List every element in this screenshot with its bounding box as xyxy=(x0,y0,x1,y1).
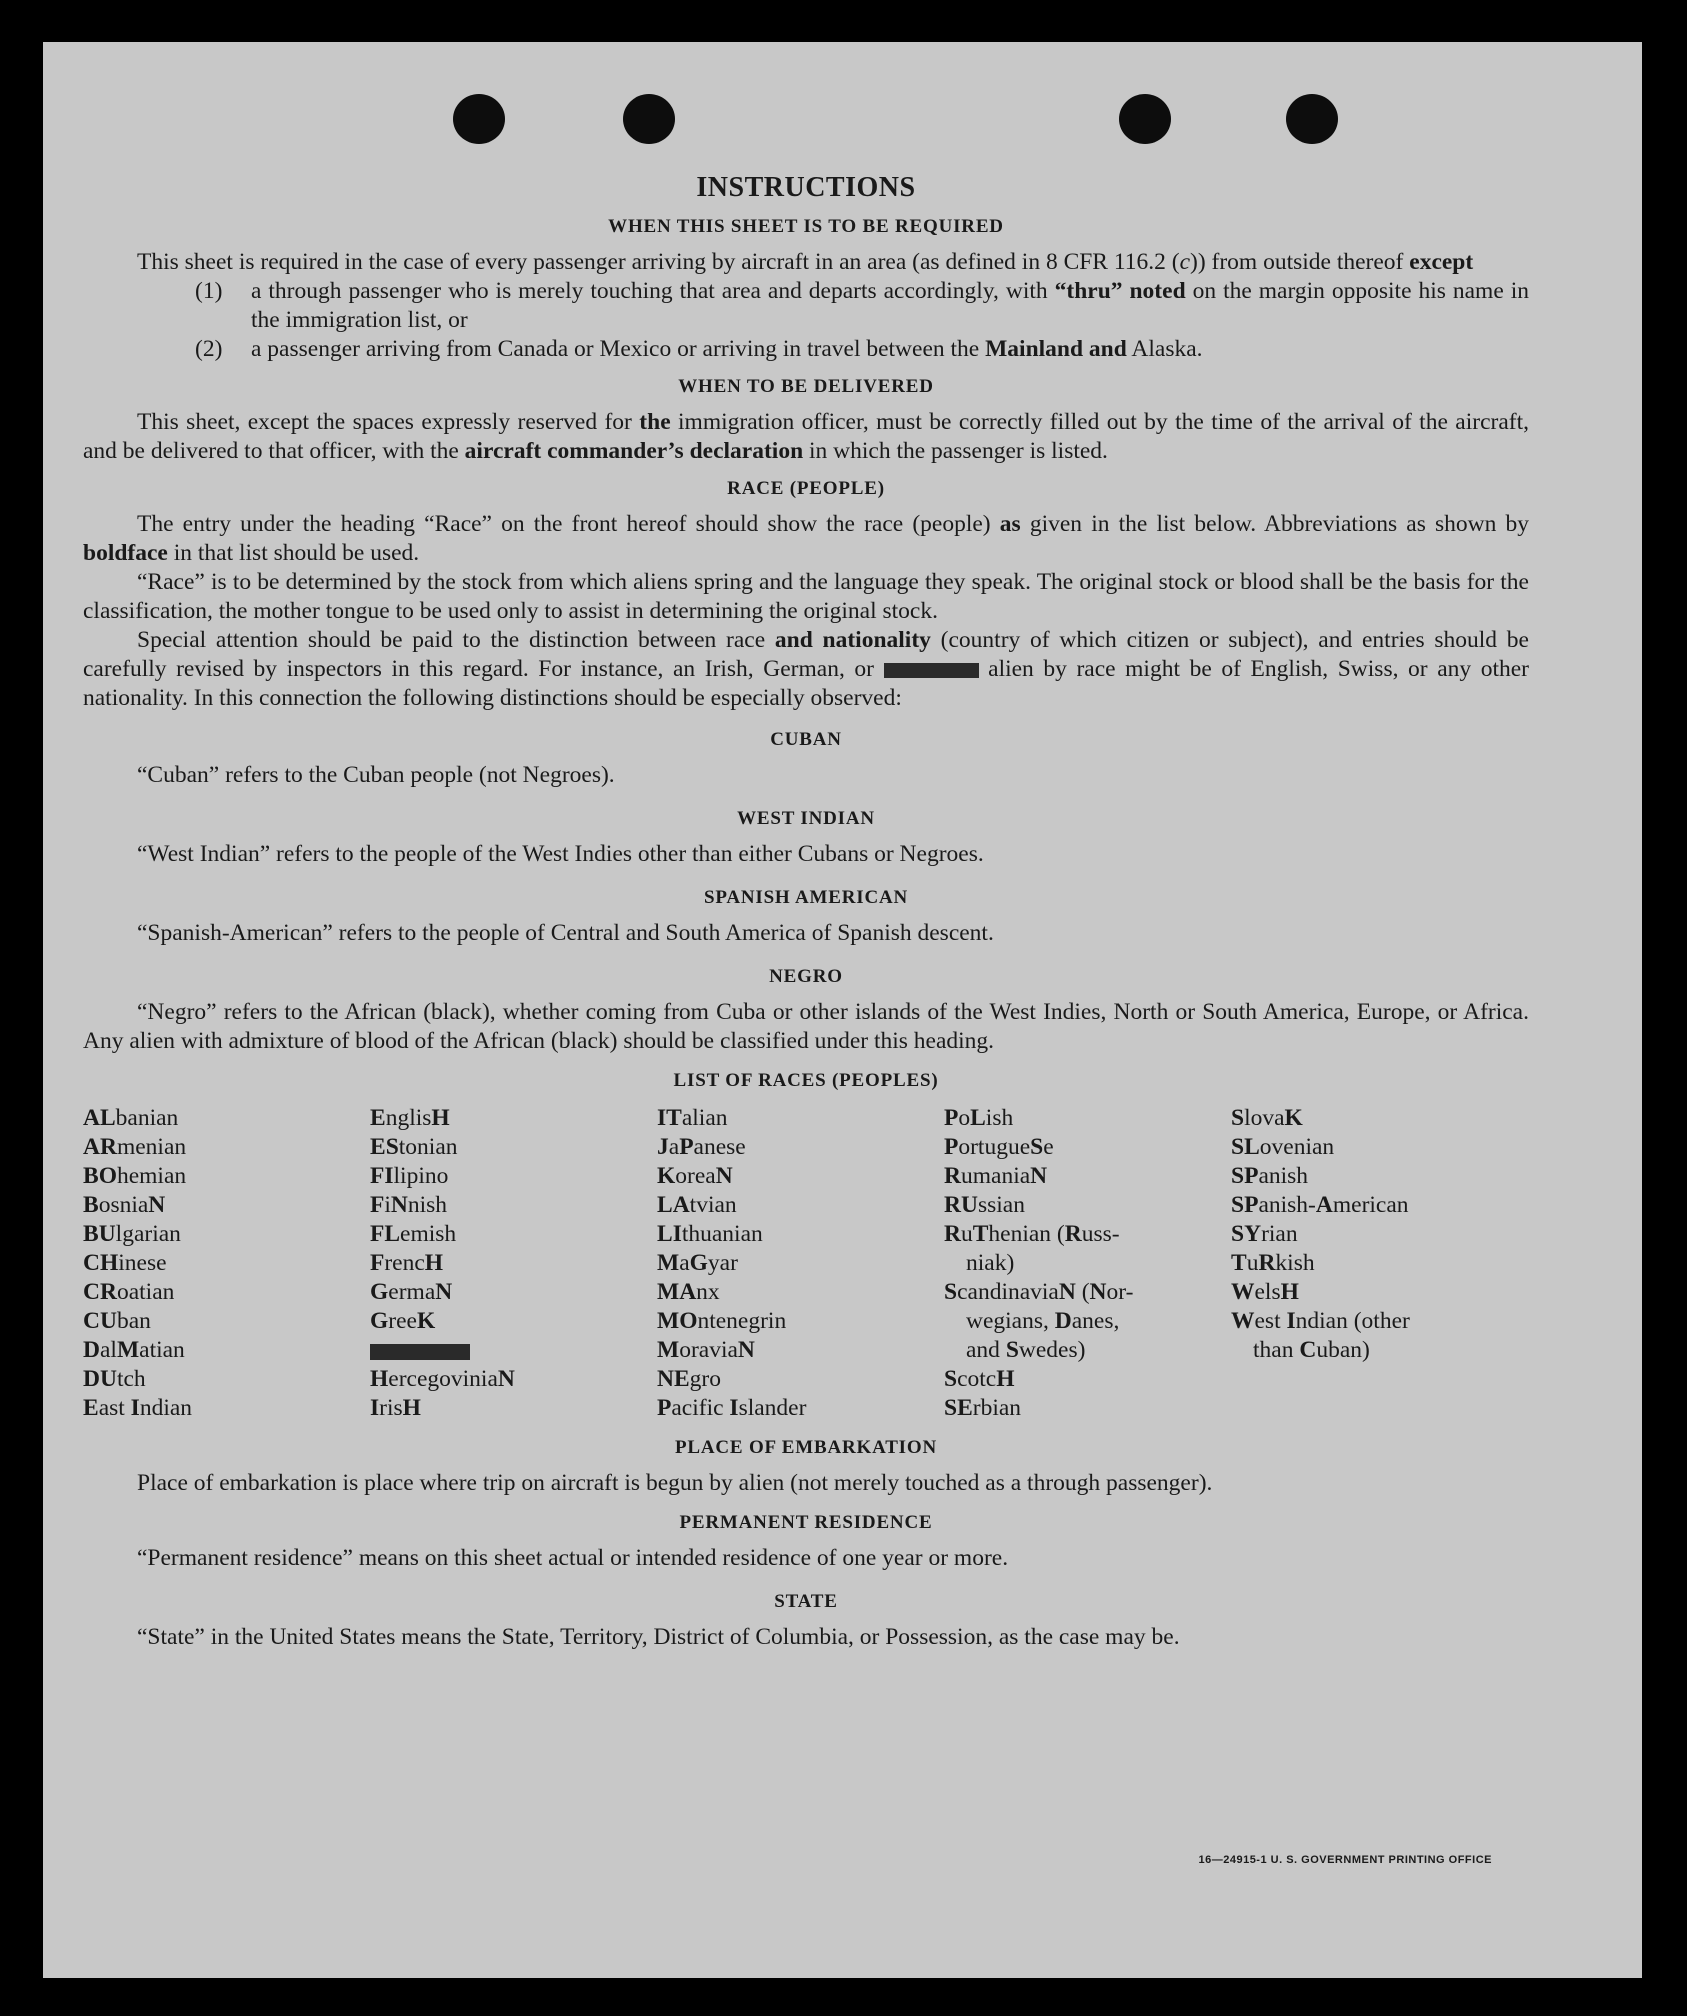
race-entry: MOntenegrin xyxy=(657,1308,787,1334)
text-span: in that list should be used. xyxy=(167,540,420,566)
race-entry: ALbanian xyxy=(83,1105,179,1131)
text-span: “thru” noted xyxy=(1054,278,1186,304)
race-entry: BosniaN xyxy=(83,1192,166,1218)
document-body xyxy=(83,172,1529,1652)
text-span: Mainland and xyxy=(985,336,1127,362)
race-entry: FiNnish xyxy=(370,1192,448,1218)
punch-hole xyxy=(453,94,505,144)
negro-text: “Negro” refers to the African (black), whether coming from Cuba or other islands of the West Indies, North or South America, Europe, or Africa. Any alien with admixture of blood of the African (black) should be classified under this heading. xyxy=(83,999,1529,1054)
race-entry: than Cuban) xyxy=(1253,1337,1370,1363)
races-column xyxy=(1231,1104,1529,1423)
race-paragraph-1 xyxy=(83,510,1529,568)
race-entry: niak) xyxy=(966,1250,1015,1276)
item-text xyxy=(251,277,1529,335)
cuban-text: “Cuban” refers to the Cuban people (not Negroes). xyxy=(137,762,615,788)
text-span: and nationality xyxy=(774,627,931,653)
printing-office-note: 16—24915-1 U. S. GOVERNMENT PRINTING OFFICE xyxy=(1198,1854,1492,1866)
list-item xyxy=(195,277,1529,335)
text-span: immigration officer, must be correctly filled out by the time of the arrival of the aircraft, and be delivered to that officer, with the xyxy=(83,409,1529,464)
redaction-mark xyxy=(370,1344,470,1360)
race-entry: GreeK xyxy=(370,1308,436,1334)
races-subgroup xyxy=(370,1365,657,1423)
races-subgroup xyxy=(370,1104,657,1336)
race-entry: PoLish xyxy=(944,1105,1014,1131)
text-span: c xyxy=(1179,249,1190,275)
section-heading-west-indian: WEST INDIAN xyxy=(737,808,875,829)
section-heading-race: RACE (PEOPLE) xyxy=(727,478,885,499)
race-entry: KoreaN xyxy=(657,1163,733,1189)
races-column xyxy=(83,1104,370,1423)
race-entry: RumaniaN xyxy=(944,1163,1048,1189)
race-entry: MAnx xyxy=(657,1279,720,1305)
residence-text: “Permanent residence” means on this sheet actual or intended residence of one year or more. xyxy=(137,1545,1009,1571)
state-text: “State” in the United States means the State, Territory, District of Columbia, or Possession, as the case may be. xyxy=(137,1624,1180,1650)
race-entry: HercegoviniaN xyxy=(370,1366,515,1392)
section-heading-embarkation: PLACE OF EMBARKATION xyxy=(675,1437,937,1458)
race-entry: EnglisH xyxy=(370,1105,450,1131)
section-heading-races-list: LIST OF RACES (PEOPLES) xyxy=(673,1070,939,1091)
punch-hole xyxy=(1119,94,1171,144)
race-paragraph-3 xyxy=(83,626,1529,713)
section-heading-spanish-american: SPANISH AMERICAN xyxy=(703,887,909,908)
punch-hole xyxy=(1286,94,1338,144)
text-span: This sheet is required in the case of every passenger arriving by aircraft in an area (as defined in 8 CFR 116.2 ( xyxy=(137,249,1180,275)
race-entry: FrencH xyxy=(370,1250,444,1276)
race-entry: JaPanese xyxy=(657,1134,746,1160)
race-entry: ARmenian xyxy=(83,1134,187,1160)
race-entry: RuThenian (Russ- xyxy=(944,1221,1120,1247)
race-entry: wegians, Danes, xyxy=(966,1308,1120,1334)
race-entry: CRoatian xyxy=(83,1279,175,1305)
text-span: except xyxy=(1409,249,1474,275)
item-number: (1) xyxy=(195,278,223,304)
race-entry: ScotcH xyxy=(944,1366,1015,1392)
text-span: given in the list below. Abbreviations as shown by xyxy=(1020,511,1530,537)
embarkation-text: Place of embarkation is place where trip on aircraft is begun by alien (not merely touched as a through passenger). xyxy=(137,1470,1213,1496)
section-heading-residence: PERMANENT RESIDENCE xyxy=(679,1512,933,1533)
race-entry: ScandinaviaN (Nor- xyxy=(944,1279,1134,1305)
race-entry: SYrian xyxy=(1231,1221,1298,1247)
spanish-american-text: “Spanish-American” refers to the people of Central and South America of Spanish descent. xyxy=(137,920,994,946)
race-entry: SErbian xyxy=(944,1395,1022,1421)
section-heading-cuban: CUBAN xyxy=(770,729,842,750)
redaction-mark xyxy=(884,663,979,678)
races-column xyxy=(944,1104,1231,1423)
race-entry: and Swedes) xyxy=(966,1337,1086,1363)
race-entry: SPanish-American xyxy=(1231,1192,1409,1218)
delivered-paragraph xyxy=(83,408,1529,466)
race-entry: PortugueSe xyxy=(944,1134,1054,1160)
races-column xyxy=(370,1104,657,1423)
section-heading-delivered: WHEN TO BE DELIVERED xyxy=(678,376,934,397)
race-entry: IrisH xyxy=(370,1395,421,1421)
race-entry: LIthuanian xyxy=(657,1221,763,1247)
race-entry: GermaN xyxy=(370,1279,453,1305)
race-entry: East Indian xyxy=(83,1395,193,1421)
item-text xyxy=(251,335,1529,364)
page-title: INSTRUCTIONS xyxy=(696,172,916,203)
race-entry: FLemish xyxy=(370,1221,457,1247)
text-span: Special attention should be paid to the distinction between race xyxy=(137,627,775,653)
document-page xyxy=(43,42,1642,1978)
text-span: alien by race might be of English, Swiss, or any other nationality. In this connection the following distinctions should be especially observed: xyxy=(83,656,1529,711)
race-entry: CUban xyxy=(83,1308,151,1334)
punch-hole xyxy=(623,94,675,144)
text-span: Alaska. xyxy=(1126,336,1203,362)
race-entry: Pacific Islander xyxy=(657,1395,807,1421)
race-entry: BOhemian xyxy=(83,1163,187,1189)
text-span: boldface xyxy=(83,540,168,566)
race-entry: WelsH xyxy=(1231,1279,1299,1305)
race-entry: SLovenian xyxy=(1231,1134,1335,1160)
section-heading-state: STATE xyxy=(774,1591,838,1612)
races-list xyxy=(83,1104,1529,1423)
text-span: on the margin opposite his name in the immigration list, or xyxy=(251,278,1529,333)
race-entry: TuRkish xyxy=(1231,1250,1315,1276)
race-entry: RUssian xyxy=(944,1192,1025,1218)
race-entry: MoraviaN xyxy=(657,1337,755,1363)
race-entry: LAtvian xyxy=(657,1192,737,1218)
race-entry: West Indian (other xyxy=(1231,1308,1410,1334)
list-item xyxy=(195,335,1529,364)
text-span: )) from outside thereof xyxy=(1190,249,1410,275)
race-entry: CHinese xyxy=(83,1250,167,1276)
list-item xyxy=(370,1336,657,1365)
west-indian-text: “West Indian” refers to the people of the West Indies other than either Cubans or Negroes. xyxy=(137,841,984,867)
race-entry: BUlgarian xyxy=(83,1221,181,1247)
text-span: The entry under the heading “Race” on the front hereof should show the race (people) xyxy=(137,511,1000,537)
text-span: This sheet, except the spaces expressly reserved for xyxy=(137,409,640,435)
text-span: aircraft commander’s declaration xyxy=(464,438,804,464)
race-entry: DUtch xyxy=(83,1366,146,1392)
race-entry: EStonian xyxy=(370,1134,458,1160)
section-heading-negro: NEGRO xyxy=(769,966,843,987)
race-entry: DalMatian xyxy=(83,1337,185,1363)
section-heading-required: WHEN THIS SHEET IS TO BE REQUIRED xyxy=(608,216,1004,237)
race-entry: FIlipino xyxy=(370,1163,449,1189)
race-entry: ITalian xyxy=(657,1105,728,1131)
text-span: a through passenger who is merely touching that area and departs accordingly, with xyxy=(251,278,1055,304)
required-paragraph xyxy=(83,248,1529,277)
text-span: in which the passenger is listed. xyxy=(803,438,1108,464)
races-column xyxy=(657,1104,944,1423)
race-paragraph-2: “Race” is to be determined by the stock from which aliens spring and the language they speak. The original stock or blood shall be the basis for the classification, the mother tongue to be used only to assist in determining the original stock. xyxy=(83,569,1529,624)
text-span: the xyxy=(639,409,671,435)
text-span: a passenger arriving from Canada or Mexico or arriving in travel between the xyxy=(251,336,986,362)
race-entry: SPanish xyxy=(1231,1163,1309,1189)
text-span: as xyxy=(999,511,1021,537)
race-entry: SlovaK xyxy=(1231,1105,1303,1131)
text-span: (country of which citizen or subject), and entries should be carefully revised by inspectors in this regard. For instance, an Irish, German, or xyxy=(83,627,1529,682)
race-entry: MaGyar xyxy=(657,1250,738,1276)
race-entry: NEgro xyxy=(657,1366,721,1392)
item-number: (2) xyxy=(195,336,223,362)
